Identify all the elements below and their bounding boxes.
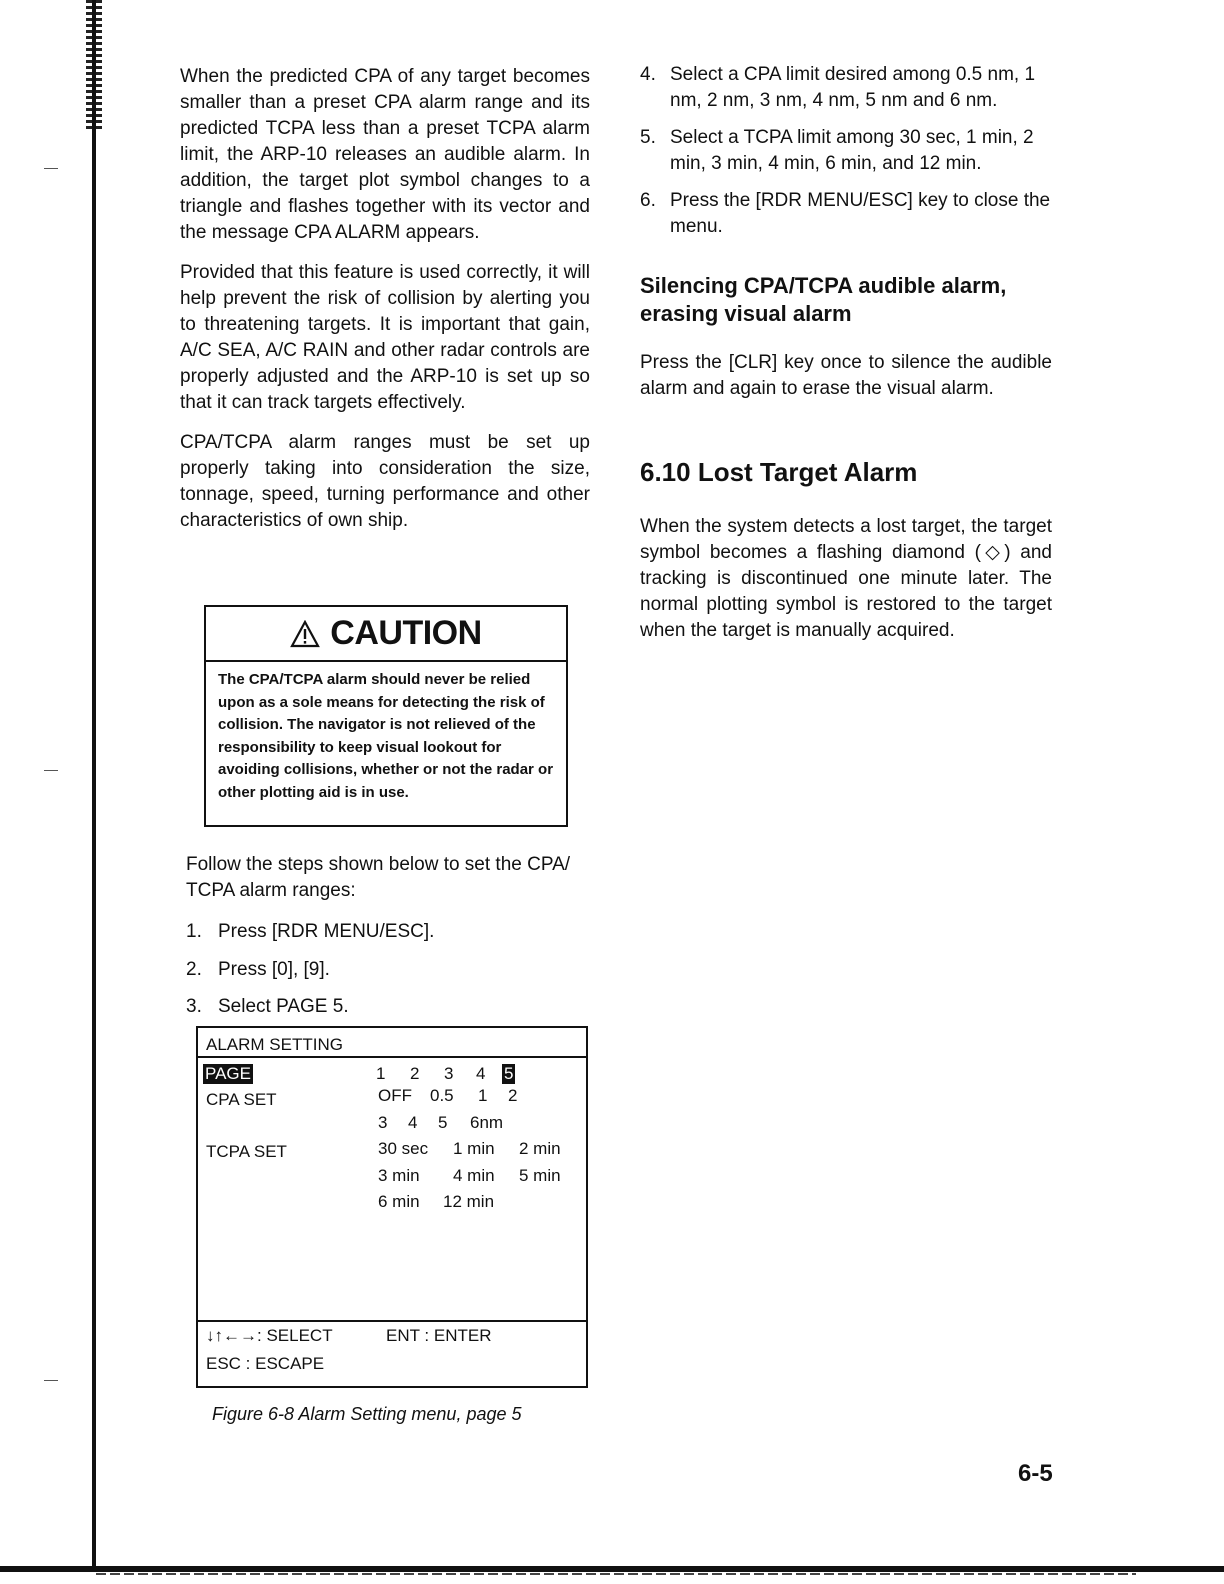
step-text: Press the [RDR MENU/ESC] key to close the menu. [670, 190, 1051, 237]
step-number: 3. [186, 996, 202, 1017]
silencing-text: Press the [CLR] key once to silence the audible alarm and again to erase the visual alarm. [640, 352, 1052, 399]
footer-escape-hint: ESC : ESCAPE [206, 1354, 325, 1373]
paragraph-feature-usage: Provided that this feature is used correctly, it will help prevent the risk of collision by alerting you to threatening targets. It is important that gain, A/C SEA, A/C RAIN and other radar controls are properly adjusted and the ARP-10 is set up so that it can track targets effectively. [180, 262, 590, 413]
step-text: Select PAGE 5. [218, 996, 349, 1017]
step-text: Select a CPA limit desired among 0.5 nm, 1 nm, 2 nm, 3 nm, 4 nm, 5 nm and 6 nm. [670, 64, 1036, 111]
cpa-set-label[interactable]: CPA SET [206, 1090, 277, 1109]
tcpa-option[interactable]: 6 min [378, 1192, 420, 1211]
figure-caption: Figure 6-8 Alarm Setting menu, page 5 [212, 1404, 522, 1424]
alarm-setting-menu [196, 1026, 588, 1388]
tcpa-set-label[interactable]: TCPA SET [206, 1142, 287, 1161]
step-number: 2. [186, 959, 202, 980]
right-column [640, 62, 1052, 658]
step-text: Select a TCPA limit among 30 sec, 1 min, 2 min, 3 min, 4 min, 6 min, and 12 min. [670, 127, 1034, 174]
footer-enter-hint: ENT : ENTER [386, 1326, 492, 1345]
caution-box [204, 605, 568, 827]
step-number: 6. [640, 190, 656, 211]
step-2 [186, 957, 330, 983]
steps-intro: Follow the steps shown below to set the CPA/ TCPA alarm ranges: [186, 854, 571, 901]
paragraph-alarm-ranges: CPA/TCPA alarm ranges must be set up properly taking into consideration the size, tonnage, speed, turning performance and other characteristics of own ship. [180, 432, 590, 531]
page-number: 6-5 [1018, 1460, 1053, 1487]
menu-page-label[interactable]: PAGE [205, 1064, 251, 1083]
page-option-5-selected[interactable]: 5 [504, 1064, 514, 1083]
cpa-option[interactable]: 4 [408, 1113, 418, 1132]
step-4 [640, 62, 1052, 114]
footer-select-hint: ↓↑←→: SELECT [206, 1326, 333, 1345]
menu-divider [198, 1056, 586, 1058]
page-option-4[interactable]: 4 [476, 1064, 486, 1083]
lost-target-heading: 6.10 Lost Target Alarm [640, 457, 918, 487]
cpa-option[interactable]: 3 [378, 1113, 388, 1132]
margin-mark [44, 770, 58, 771]
caution-text: The CPA/TCPA alarm should never be relied upon as a sole means for detecting the risk of collision. The navigator is not relieved of the responsibility to keep visual lookout for avoiding collisions, whether or not the radar or other plotting aid is in use. [218, 671, 554, 801]
step-3 [186, 994, 349, 1020]
tcpa-option[interactable]: 12 min [443, 1192, 495, 1211]
page-option-2[interactable]: 2 [410, 1064, 420, 1083]
step-5 [640, 125, 1052, 177]
menu-divider [198, 1320, 586, 1322]
cpa-option[interactable]: OFF [378, 1086, 412, 1105]
caution-header [206, 607, 566, 662]
margin-mark [44, 1380, 58, 1381]
cpa-option[interactable]: 6nm [470, 1113, 504, 1132]
lost-target-text: When the system detects a lost target, the target symbol becomes a flashing diamond (◇) and tracking is discontinued one minute later. The normal plotting symbol is restored to the target when the target is manually acquired. [640, 516, 1052, 641]
step-text: Press [0], [9]. [218, 959, 330, 980]
tcpa-option[interactable]: 2 min [519, 1139, 561, 1158]
step-number: 4. [640, 64, 656, 85]
step-number: 5. [640, 127, 656, 148]
cpa-option[interactable]: 5 [438, 1113, 448, 1132]
bottom-edge [0, 1566, 1224, 1572]
paragraph-cpa-alarm: When the predicted CPA of any target becomes smaller than a preset CPA alarm range and its predicted TCPA less than a preset TCPA alarm limit, the ARP-10 releases an audible alarm. In addition, the target plot symbol changes to a triangle and flashes together with its vector and the message CPA ALARM appears. [180, 66, 590, 243]
left-column [180, 64, 590, 548]
caution-title: CAUTION [330, 614, 482, 652]
tcpa-option[interactable]: 1 min [453, 1139, 495, 1158]
silencing-heading: Silencing CPA/TCPA audible alarm, erasing visual alarm [640, 273, 1007, 326]
tcpa-option[interactable]: 30 sec [378, 1139, 429, 1158]
step-1 [186, 919, 434, 945]
cpa-option[interactable]: 2 [508, 1086, 518, 1105]
page-option-3[interactable]: 3 [444, 1064, 454, 1083]
margin-mark [44, 168, 58, 169]
step-6 [640, 188, 1052, 240]
step-number: 1. [186, 921, 202, 942]
step-text: Press [RDR MENU/ESC]. [218, 921, 435, 942]
page-option-1[interactable]: 1 [376, 1064, 386, 1083]
cpa-option[interactable]: 1 [478, 1086, 488, 1105]
tcpa-option[interactable]: 4 min [453, 1166, 495, 1185]
menu-title: ALARM SETTING [206, 1035, 343, 1054]
binding-edge [92, 0, 96, 1570]
cpa-option[interactable]: 0.5 [430, 1086, 454, 1105]
warning-triangle-icon [290, 620, 320, 648]
bottom-edge-dashes [96, 1573, 1136, 1575]
tcpa-option[interactable]: 3 min [378, 1166, 420, 1185]
tcpa-option[interactable]: 5 min [519, 1166, 561, 1185]
